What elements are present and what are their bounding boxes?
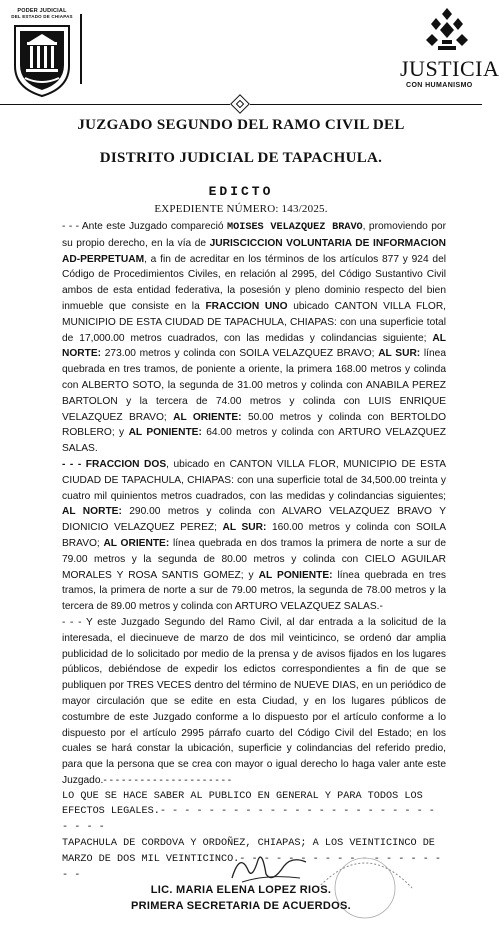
fraccion-uno-label: FRACCION UNO	[205, 300, 288, 312]
judicial-power-logo	[6, 8, 78, 100]
handwritten-signature-icon	[222, 848, 312, 888]
applicant-name: MOISES VELAZQUEZ BRAVO	[226, 222, 363, 233]
edict-body	[62, 219, 446, 883]
paragraph-fraccion-uno: - - - Ante este Juzgado compareció MOISES VELAZQUEZ BRAVO, promoviendo por su propio derecho, en la vía de JURISCICCION VOLUNTARIA DE INFORMACION AD-PERPETUAM, a fin de acreditar en los términos de los artículos 877 y 924 del Código de Procedimientos Civiles, en relación al 2995, del Código Sustantivo Civil ambos de esta entidad federativa, la posesión y pleno dominio respecto del bien inmueble que consiste en la FRACCION UNO ubicado CANTON VILLA FLOR, MUNICIPIO DE ESTA CIUDAD DE TAPACHULA, CHIAPAS: con una superficie total de 17,000.00 metros cuadrados, con las medidas y colindancias siguiente; AL NORTE: 273.00 metros y colinda con SOILA VELAZQUEZ BRAVO; AL SUR: línea quebrada en tres tramos, de poniente a oriente, la primera 168.00 metros y colinda con ALBERTO SOTO, la segunda de 31.00 metros y colinda con ANABILA PEREZ BARTOLON y la tercera de 74.00 metros y colinda con LUIS ENRIQUE VELAZQUEZ BRAVO; AL ORIENTE: 50.00 metros y colinda con BERTOLDO ROBLERO; y AL PONIENTE: 64.00 metros y colinda con ARTURO VELAZQUEZ SALAS.	[62, 221, 447, 455]
closing-notice: LO QUE SE HACE SABER AL PUBLICO EN GENERAL Y PARA TODOS LOS EFECTOS LEGALES.- - - - - - - - - - - - - - - - - - - - - - - - - - -	[62, 790, 435, 834]
header-divider-right	[250, 104, 482, 105]
justicia-brand	[392, 6, 499, 96]
procedure-type: JURISCICCION VOLUNTARIA DE INFORMACION AD-PERPETUAM	[62, 237, 446, 265]
closing-place-date: TAPACHULA DE CORDOVA Y ORDOÑEZ, CHIAPAS; A LOS VEINTICINCO DE MARZO DE DOS MIL VEINTICINCO.- - - - - - - - - - - - - - - - - - -	[62, 838, 442, 881]
paragraph-fraccion-dos: - - - FRACCION DOS, ubicado en CANTON VILLA FLOR, MUNICIPIO DE ESTA CIUDAD DE TAPACHULA, CHIAPAS: con una superficie total de 34,500.00 treinta y cuatro mil quinientos metros cuadrados, con las medidas y colindancias siguientes; AL NORTE: 290.00 metros y colinda con ALVARO VELAZQUEZ BRAVO Y DIONICIO VELAZQUEZ PEREZ; AL SUR: 160.00 metros y colinda con SOILA BRAVO; AL ORIENTE: línea quebrada en dos tramos la primera de norte a sur de 79.00 metros y la segunda de 80.00 metros y colinda con CIELO AGUILAR MORALES Y ROSA SANTIS GOMEZ; y AL PONIENTE: línea quebrada en tres tramos, la primera de norte a sur de 79.00 metros, la segunda de 78.00 metros y la tercera de 89.00 metros y colinda con ARTURO VELAZQUEZ SALAS.-	[62, 458, 447, 613]
signer-name: LIC. MARIA ELENA LOPEZ RIOS.	[150, 884, 332, 896]
edict-heading: EDICTO	[208, 184, 274, 199]
court-name-line-1: JUZGADO SEGUNDO DEL RAMO CIVIL DEL	[77, 117, 405, 133]
logo-caption-1: PODER JUDICIAL	[17, 8, 67, 14]
brand-emblem-icon	[426, 6, 468, 52]
brand-subtitle: CON HUMANISMO	[406, 82, 473, 89]
crest-icon	[11, 22, 73, 98]
header-vertical-rule	[80, 14, 82, 84]
paragraph-order: - - - Y este Juzgado Segundo del Ramo Civil, al dar entrada a la solicitud de la interesada, el diecinueve de marzo de dos mil veinticinco, se ordenó dar amplia publicidad de lo solicitado por medio de la prensa y de avisos fijados en los lugares públicos, debiéndose de expedir los edictos correspondientes a fin de que se publiquen por TRES VECES dentro del término de NUEVE DIAS, en un periódico de mayor circulación que se edite en esta Ciudad, y en los lugares públicos de costumbre de este Juzgado conforme a lo dispuesto por el artículo conforme a lo dispuesto por el artículo 2995 párrafo cuarto del Código Civil del Estado; en los cuales se hará constar la ubicación, superficie y colindancias del referido predio, para que la persona que se crea con mayor o igual derecho lo haga valer ante este Juzgado.- - - - - - - - - - - - - - - - - - - - -	[62, 616, 446, 786]
logo-caption-2: DEL ESTADO DE CHIAPAS	[11, 14, 73, 19]
court-name-line-2: DISTRITO JUDICIAL DE TAPACHULA.	[99, 150, 383, 166]
court-stamp-icon	[310, 848, 420, 908]
case-number: EXPEDIENTE NÚMERO: 143/2025.	[154, 203, 328, 215]
diamond-ornament-icon	[230, 94, 250, 114]
signer-title: PRIMERA SECRETARIA DE ACUERDOS.	[131, 900, 351, 912]
header-divider-left	[0, 104, 230, 105]
fraccion-dos-label: - - - FRACCION DOS	[62, 458, 167, 470]
brand-title: JUSTICIA	[400, 56, 499, 81]
